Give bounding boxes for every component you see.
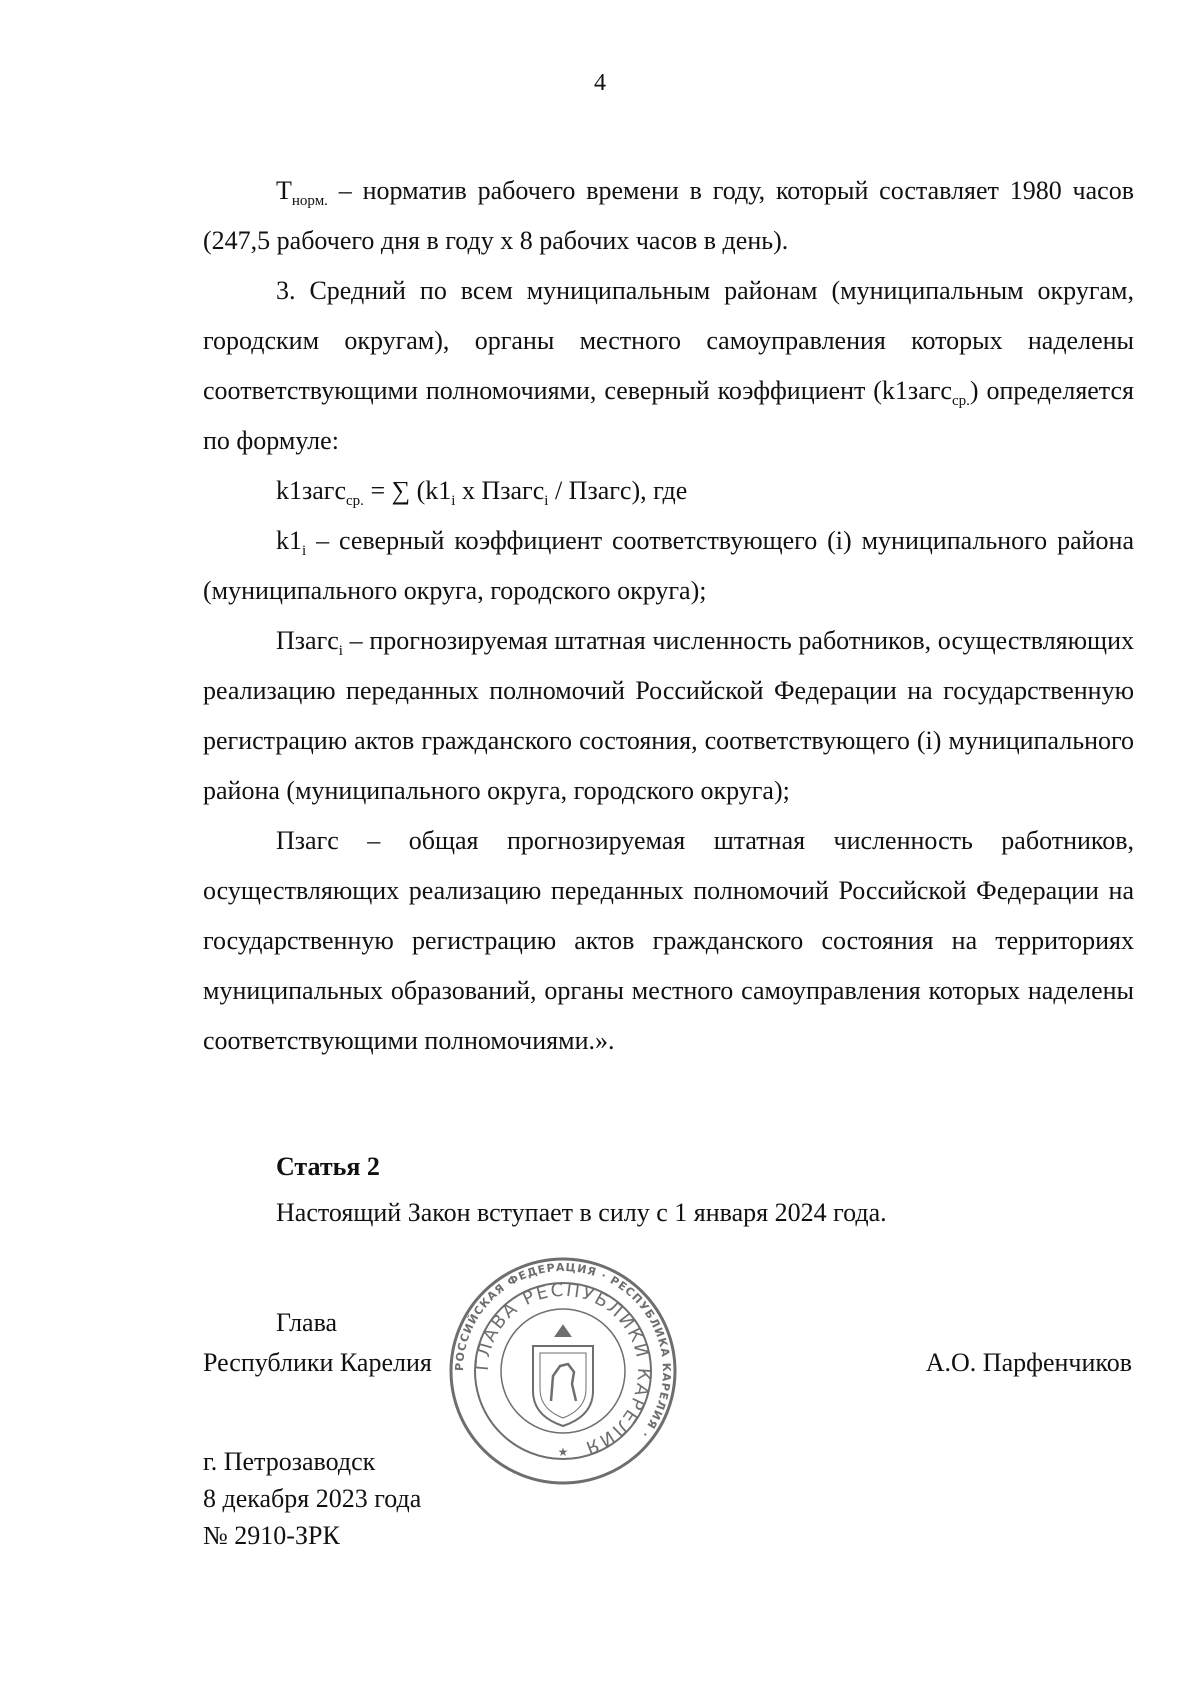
paragraph-item-3 xyxy=(203,266,1134,466)
article-text: Настоящий Закон вступает в силу с 1 января 2024 года. xyxy=(276,1198,887,1227)
article-heading: Статья 2 xyxy=(276,1152,380,1181)
formula-subscript-2: i xyxy=(544,493,549,509)
paragraph-pzags-i-definition xyxy=(203,616,1134,816)
formula-line xyxy=(203,466,1134,516)
formula-part-2: х Пзагс xyxy=(455,476,545,505)
formula-lhs: k1загс xyxy=(276,476,347,505)
t-norm-subscript: норм. xyxy=(291,193,328,209)
seal-inner-text: ГЛАВА РЕСПУБЛИКИ КАРЕЛИЯ xyxy=(471,1279,655,1459)
seal-star-icon: ★ xyxy=(557,1445,569,1459)
document-body xyxy=(203,166,1134,1066)
t-norm-definition: – норматив рабочего времени в году, который составляет 1980 часов (247,5 рабочего дня в году х 8 рабочих часов в день). xyxy=(203,176,1134,255)
official-seal-icon xyxy=(448,1256,678,1486)
paragraph-t-norm xyxy=(203,166,1134,266)
item-3-text: 3. Средний по всем муниципальным районам (муниципальным округам, городским округам), органы местного самоуправления которых наделены соответствующими полномочиями, северный коэффициент (k1загс xyxy=(203,276,1134,405)
signatory-title-line-1: Глава xyxy=(276,1308,338,1337)
item-3-subscript: ср. xyxy=(951,393,970,409)
law-date: 8 декабря 2023 года xyxy=(203,1484,422,1513)
coat-of-arms-icon xyxy=(533,1326,593,1426)
formula-part-1: = ∑ (k1 xyxy=(363,476,452,505)
paragraph-k1-definition xyxy=(203,516,1134,616)
signatory-name: А.О. Парфенчиков xyxy=(925,1348,1132,1377)
formula-lhs-subscript: ср. xyxy=(346,493,364,509)
pzags-i-subscript: i xyxy=(338,643,343,659)
k1-symbol: k1 xyxy=(276,526,302,555)
seal-outer-text: РОССИЙСКАЯ ФЕДЕРАЦИЯ · РЕСПУБЛИКА КАРЕЛИЯ · xyxy=(452,1260,674,1441)
k1-definition: – северный коэффициент соответствующего (i) муниципального района (муниципального округа, городского округа); xyxy=(203,526,1134,605)
formula-subscript-1: i xyxy=(451,493,456,509)
t-norm-symbol: Т xyxy=(276,176,292,205)
formula-part-3: / Пзагс), где xyxy=(548,476,688,505)
city: г. Петрозаводск xyxy=(203,1447,376,1476)
page-number: 4 xyxy=(594,70,606,96)
pzags-definition: Пзагс – общая прогнозируемая штатная численность работников, осуществляющих реализацию переданных полномочий Российской Федерации на государственную регистрацию актов гражданского состояния на территориях муниципальных образований, органы местного самоуправления которых наделены соответствующими полномочиями.». xyxy=(203,826,1134,1055)
k1-subscript: i xyxy=(302,543,307,559)
law-number: № 2910-ЗРК xyxy=(203,1521,340,1550)
paragraph-pzags-definition xyxy=(203,816,1134,1066)
item-3-text-end: ) определяется по формуле: xyxy=(203,376,1134,455)
signatory-title-line-2: Республики Карелия xyxy=(203,1348,432,1377)
pzags-i-symbol: Пзагс xyxy=(276,626,339,655)
pzags-i-definition: – прогнозируемая штатная численность работников, осуществляющих реализацию переданных полномочий Российской Федерации на государственную регистрацию актов гражданского состояния, соответствующего (i) муниципального района (муниципального округа, городского округа); xyxy=(203,626,1134,805)
